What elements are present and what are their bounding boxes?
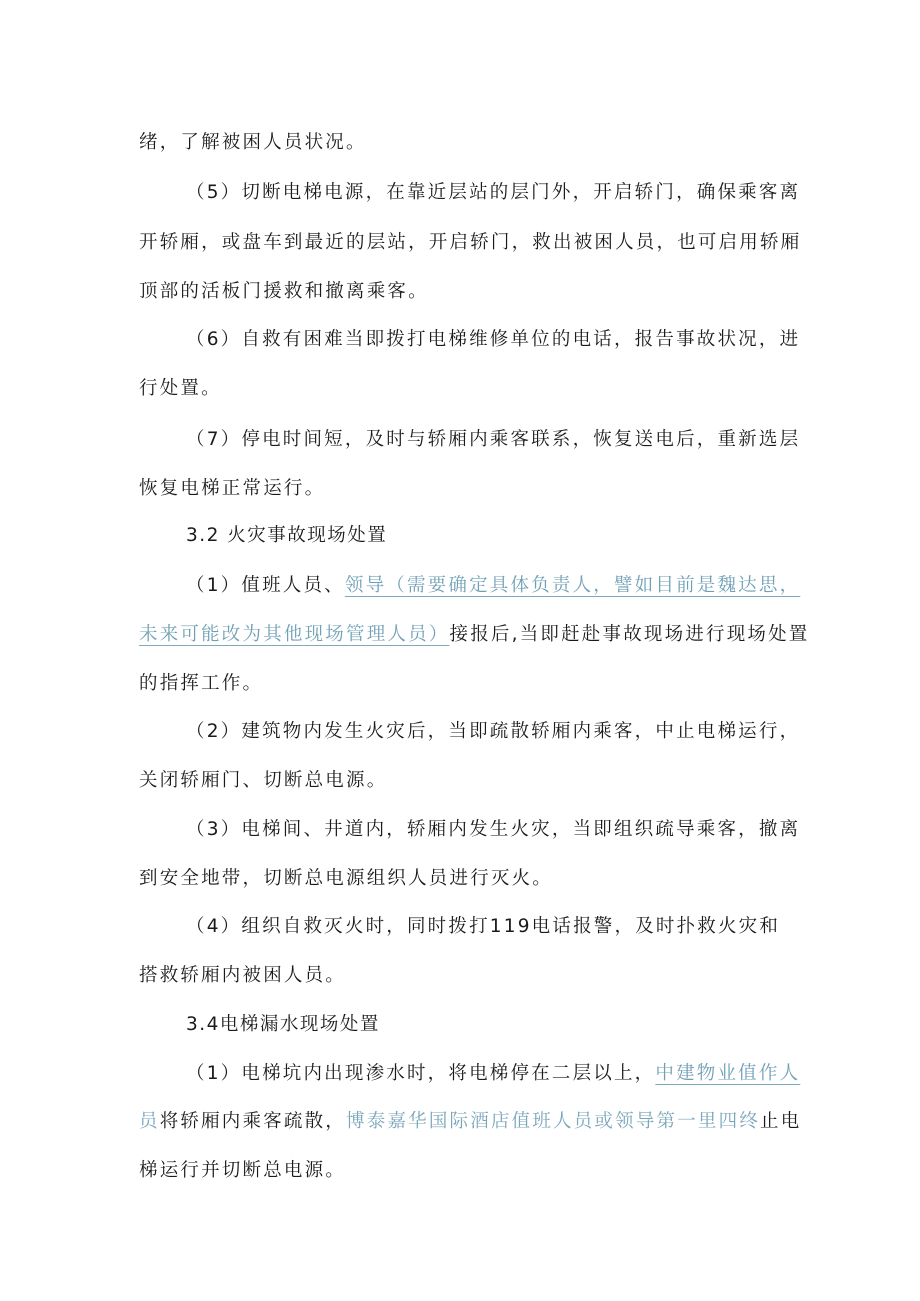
paragraph-line (139, 283, 429, 302)
text-run: 恢复电梯正常运行。 (139, 478, 326, 499)
text-run: （6）自救有困难当即拨打电梯维修单位的电话，报告事故状况，进 (186, 329, 801, 350)
text-run: （5）切断电梯电源，在靠近层站的层门外，开启轿门，确保乘客离 (186, 182, 801, 203)
text-run: 接报后,当即赶赴事故现场进行现场处置 (449, 624, 810, 645)
paragraph-line (186, 723, 800, 742)
tracked-insertion[interactable]: 领导（需要确定具体负责人，譬如目前是魏达思， (344, 575, 801, 596)
text-run: 梯运行并切断总电源。 (139, 1160, 347, 1181)
paragraph-line (139, 234, 801, 253)
paragraph-line (139, 870, 553, 889)
paragraph-line (139, 134, 367, 153)
text-run: （7）停电时间短，及时与轿厢内乘客联系，恢复送电后，重新选层 (186, 429, 801, 450)
text-run: 止电 (760, 1111, 802, 1132)
paragraph-line (139, 1162, 346, 1181)
paragraph-line (139, 967, 346, 986)
text-run: 的指挥工作。 (139, 673, 264, 694)
text-run: （1）电梯坑内出现渗水时，将电梯停在二层以上， (186, 1063, 656, 1084)
paragraph-line (186, 184, 800, 203)
paragraph-line (186, 431, 800, 450)
paragraph-line (139, 626, 810, 645)
text-run: （2）建筑物内发生火灾后，当即疏散轿厢内乘客，中止电梯运行， (186, 721, 801, 742)
text-run: 绪，了解被困人员状况。 (139, 132, 367, 153)
paragraph-line (139, 380, 222, 399)
text-run: 行处置。 (139, 378, 222, 399)
paragraph-line (139, 772, 387, 791)
text-run: （4）组织自救灭火时，同时拨打119电话报警，及时扑救火灾和 (186, 916, 781, 937)
text-run: （3）电梯间、井道内，轿厢内发生火灾，当即组织疏导乘客，撤离 (186, 819, 801, 840)
heading-text: 3.4电梯漏水现场处置 (186, 1014, 380, 1035)
paragraph-line (139, 480, 325, 499)
tracked-insertion[interactable]: 博泰嘉华国际酒店值班人员或领导第一里四终 (346, 1111, 761, 1132)
tracked-insertion[interactable]: 未来可能改为其他现场管理人员） (139, 624, 450, 645)
paragraph-line (186, 918, 780, 937)
paragraph-line (139, 675, 263, 694)
section-heading (186, 527, 387, 546)
text-run: 顶部的活板门援救和撤离乘客。 (139, 281, 429, 302)
tracked-insertion[interactable]: 中建物业值作人 (655, 1063, 801, 1084)
paragraph-line (139, 1113, 801, 1132)
text-run: 关闭轿厢门、切断总电源。 (139, 770, 388, 791)
tracked-insertion[interactable]: 员 (139, 1111, 160, 1132)
paragraph-line (186, 821, 800, 840)
paragraph-line (186, 577, 800, 596)
section-heading (186, 1016, 380, 1035)
text-run: （1）值班人员、 (186, 575, 345, 596)
paragraph-line (186, 1065, 800, 1084)
text-run: 搭救轿厢内被困人员。 (139, 965, 347, 986)
heading-text: 3.2 火灾事故现场处置 (186, 525, 388, 546)
text-run: 将轿厢内乘客疏散， (159, 1111, 347, 1132)
text-run: 到安全地带，切断总电源组织人员进行灭火。 (139, 868, 554, 889)
text-run: 开轿厢，或盘车到最近的层站，开启轿门，救出被困人员，也可启用轿厢 (139, 232, 802, 253)
paragraph-line (186, 331, 800, 350)
